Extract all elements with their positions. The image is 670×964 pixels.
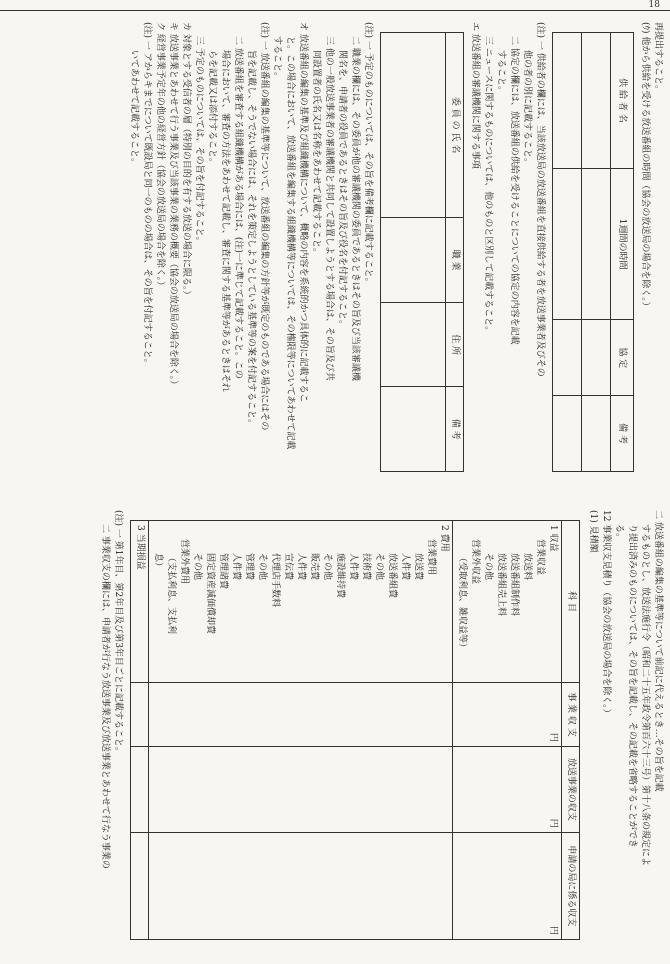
sub-item: 人件費 xyxy=(296,553,306,581)
sub-item: 技術費 xyxy=(361,553,371,581)
amount-cell xyxy=(131,832,149,939)
sub-item: （受取利息、雑収益等） xyxy=(457,553,467,653)
table-cell xyxy=(381,218,446,303)
budget-item-cell xyxy=(131,521,149,683)
note-line: 二 職業の欄には、その委員が他の審議機関の委員であるときはその旨及び当該審議機 xyxy=(350,36,360,381)
note-line: (注) 一 供給者の欄には、当該放送局の放送番組を直接供給する者を放送事業者及びその xyxy=(535,22,545,377)
sub-item: 人件費 xyxy=(348,553,358,581)
note-line: 二 事業収支の欄には、申請者が行なう放送事業及び放送事業とあわせて行なう事業の xyxy=(100,524,110,869)
sub-item: その他 xyxy=(374,553,384,581)
row-label: 収益 xyxy=(548,533,558,552)
row-number: 3 xyxy=(135,525,145,531)
item-ka-line: カ 対象とする受信者の層（特別の目的を有する放送の場合に限る。） xyxy=(181,22,191,300)
table-header: 1週間の時間 xyxy=(611,168,634,320)
table-cell xyxy=(582,320,611,396)
amount-cell xyxy=(149,683,453,747)
sub-item: 放送番組売上料 xyxy=(496,553,506,617)
table-cell xyxy=(582,168,611,320)
page-number: 18 xyxy=(648,0,660,10)
note-line: 二 協定の欄には、放送番組の供給を受けることについての協定の内容を記載 xyxy=(509,36,519,345)
lower-section xyxy=(0,500,670,950)
item-ni-line: 二 放送番組の編集の基準等について前記に代えるとき…その旨を記載 xyxy=(653,510,663,792)
note-line: 旨を記載し、そうでない場合には、それを策定しようとしている基準等の案を付記すること。 xyxy=(246,50,256,429)
sub-item: その他 xyxy=(192,553,202,581)
note-line: 場合において、審査の方法をあわせて記載し、審査に関する基準等があるときはそれ xyxy=(220,50,230,392)
table-cell xyxy=(381,302,446,387)
para-line: するものとし、放送法施行令（昭和二十五年政令第百六十三号）第十八条の規定によ xyxy=(640,524,650,867)
sub-item: 営業費用 xyxy=(426,539,436,576)
sub-item: 宣伝費 xyxy=(283,553,293,581)
note-line: 二 放送番組を審査する組織機構がある場合には、(注)一に準じて記載すること。この xyxy=(233,36,243,379)
amount-cell xyxy=(131,746,149,832)
table-cell xyxy=(553,168,582,320)
row-number: 1 xyxy=(548,525,558,531)
item-ku-line: ク 経営事業予定年の他の経営方針（協会の放送局の場合を除く。） xyxy=(155,22,165,291)
budget-table xyxy=(130,520,580,940)
budget-item-cell xyxy=(453,521,562,683)
table-header: 委 員 の 氏 名 xyxy=(446,33,464,218)
committee-table xyxy=(380,32,464,472)
sub-item: 放送費 xyxy=(413,553,423,581)
note-line: 他の者の別に記載すること。 xyxy=(522,50,532,168)
sub-item: 放送番組制作料 xyxy=(509,553,519,617)
sub-item: その他 xyxy=(483,553,493,581)
note-line: らを記載又は添付すること。 xyxy=(207,50,217,168)
item-ki-line: キ 放送事業とあわせて行う事業及び当該事業の業務の概要（協会の放送局の場合を除く。） xyxy=(168,22,178,390)
row-label: 費用 xyxy=(439,533,449,552)
top-rule xyxy=(0,10,670,11)
upper-rotated-content xyxy=(0,12,670,482)
table-header: 供 給 者 名 xyxy=(611,33,634,169)
sub-item: 人件費 xyxy=(400,553,410,581)
note-line: すること。 xyxy=(496,50,506,96)
table-header: 備 考 xyxy=(446,387,464,472)
note-line: 三 他の一般放送事業者の審議機関と共同して設置しようとする場合は、その旨及び共 xyxy=(324,36,334,381)
item-e-heading: エ 放送番組の審議機関に関する事項 xyxy=(470,22,480,169)
sub-item: 管理費 xyxy=(244,553,254,581)
note-line: (注) 一 第1年目、第2年目及び第3年目ごとに記載すること。 xyxy=(113,510,123,756)
note-line: いてあわせて記載すること。 xyxy=(129,50,139,168)
note-line: 三 予定のものについては、その旨を付記すること。 xyxy=(194,36,204,246)
para-line: り提出済みのものについては、その旨を記載し、その記載を省略することができ xyxy=(627,524,637,848)
note-line: 関名を、申請者の役員であるときはその旨及び役名を付記すること。 xyxy=(337,50,347,330)
sub-item: 販売費 xyxy=(309,553,319,581)
table-header: 放送事業の収支 xyxy=(562,746,580,832)
table-header: 職 業 xyxy=(446,218,464,303)
row-number: 2 xyxy=(439,525,449,531)
table-cell xyxy=(582,396,611,472)
sub-item: その他 xyxy=(322,553,332,581)
sub-item: その他 xyxy=(257,553,267,581)
item-o-line: すること。 xyxy=(272,36,282,82)
table-header: 備 考 xyxy=(611,396,634,472)
amount-cell xyxy=(149,832,453,939)
table-cell xyxy=(553,320,582,396)
sub-item: 息） xyxy=(153,553,163,572)
budget-item-cell xyxy=(149,521,453,683)
sub-item: 固定資産減価償却費 xyxy=(205,553,215,635)
sub-item: 営業収益 xyxy=(535,539,545,576)
sub-item: 代理店手数料 xyxy=(270,553,280,608)
sub-item: 営業外費用 xyxy=(179,539,189,585)
upper-section xyxy=(0,12,670,482)
sub-item: 営業外収益 xyxy=(470,539,480,585)
row-label: 当期損益 xyxy=(135,533,145,570)
note-line: (注) 一 放送番組の編集の基準等について、放送番組の編集の方針等が既定のものである場合にはその xyxy=(259,22,269,431)
table-cell xyxy=(582,33,611,169)
table-header: 住 所 xyxy=(446,302,464,387)
amount-cell: 円 xyxy=(453,832,562,939)
item-o-line: オ 放送番組の編集の基準及び組織機構について、概略の内容を系統的かつ具体的に記載するこ xyxy=(298,22,308,403)
item-12-1-heading: (1) 見積額 xyxy=(588,510,598,553)
note-line: (注) 一 予定のものについては、その旨を備考欄に記載すること。 xyxy=(363,22,373,287)
item-12-heading: 12 事業収支見積り（協会の放送局の場合を除く。） xyxy=(601,510,611,718)
intro-line: 再提出すること。 xyxy=(653,22,663,95)
note-line: 同設置者の氏名又は名称をあわせて記載すること。 xyxy=(311,50,321,258)
table-cell xyxy=(381,387,446,472)
table-header: 事 業 収 支 xyxy=(562,683,580,747)
table-header: 科 目 xyxy=(562,521,580,683)
note-line: (注) 一 アからキまでについて既設局と同一のものの場合は、その旨を付記すること。 xyxy=(142,22,152,368)
para-line: る。 xyxy=(614,524,624,543)
amount-cell: 円 xyxy=(453,683,562,747)
item-o-line: と。この場合において、放送番組を編集する組織機構等については、その権限等についてあわせて記載 xyxy=(285,36,295,450)
sub-item: 放送番組費 xyxy=(387,553,397,599)
sub-item: 人件費 xyxy=(231,553,241,581)
amount-cell xyxy=(131,683,149,747)
table-cell xyxy=(553,33,582,169)
sub-item: （支払利息、支払利 xyxy=(166,553,176,635)
amount-cell: 円 xyxy=(453,746,562,832)
table-header: 申請の局に係る収支 xyxy=(562,832,580,939)
sub-item: 施設維持費 xyxy=(335,553,345,599)
amount-cell xyxy=(149,746,453,832)
table-header: 協 定 xyxy=(611,320,634,396)
lower-rotated-content xyxy=(0,500,670,950)
sub-item: 管理諸費 xyxy=(218,553,228,590)
item-u-heading: (ｳ) 他から供給を受ける放送番組の時間（協会の放送局の場合を除く。） xyxy=(640,22,650,311)
table-cell xyxy=(553,396,582,472)
table-cell xyxy=(381,33,446,218)
supplier-table xyxy=(552,32,634,472)
sub-item: 放送料 xyxy=(522,553,532,581)
note-line: 三 ニュースに関するものについては、他のものと区別して記載すること。 xyxy=(483,36,493,336)
